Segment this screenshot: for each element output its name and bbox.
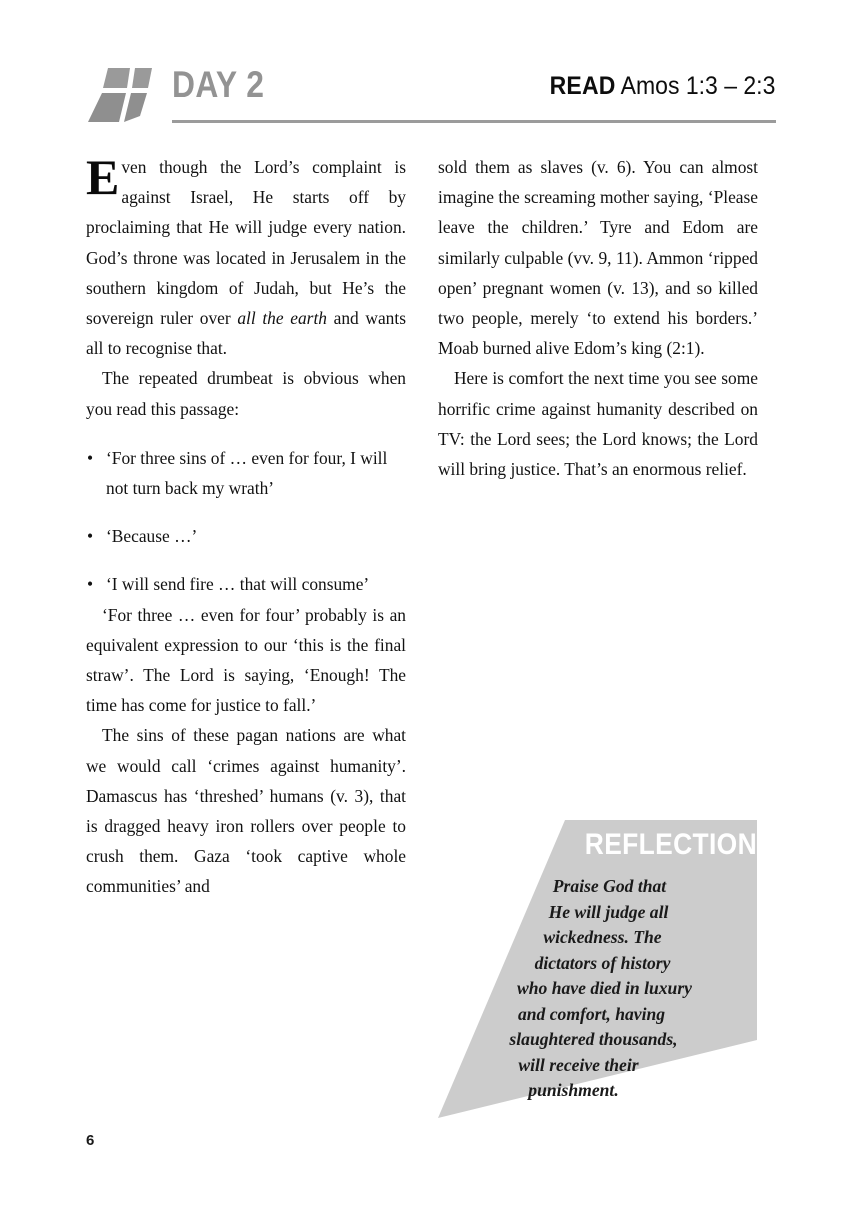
read-reference-block <box>549 66 775 106</box>
slanted-cross-logo-icon <box>86 66 158 124</box>
list-item-text: ‘I will send fire … that will consume’ <box>106 574 370 595</box>
paragraph-final-straw: ‘For three … even for four’ probably is an equivalent expression to our ‘this is the final straw’. The Lord is saying, ‘Enough! The time has come for justice to fall.’ <box>86 604 406 716</box>
reflection-line: punishment. <box>528 1080 619 1100</box>
list-item-text: ‘Because …’ <box>106 526 198 547</box>
paragraph-opening-tail: and wants all to recognise that. <box>86 308 406 359</box>
right-text-column <box>438 152 758 484</box>
reflection-heading: REFLECTION <box>584 828 757 861</box>
read-passage: Amos 1:3 – 2:3 <box>615 72 775 100</box>
day-title: DAY 2 <box>172 64 265 105</box>
list-item-text: ‘For three sins of … even for four, I will not turn back my wrath’ <box>106 447 388 499</box>
reflection-line: and comfort, having <box>517 1003 666 1024</box>
reflection-line: dictators of history <box>534 952 671 973</box>
reflection-line: He will judge all <box>548 901 669 922</box>
drumbeat-bullet-list <box>86 443 406 600</box>
reflection-line: who have died in luxury <box>517 978 692 998</box>
paragraph-opening-italic: all the earth <box>237 308 327 329</box>
paragraph-slaves: sold them as slaves (v. 6). You can almost imagine the screaming mother saying, ‘Please leave the children.’ Tyre and Edom are similarly culpable (vv. 9, 11). Ammon ‘ripped open’ pregnant women (v. 13), and so killed two people, merely ‘to extend his borders.’ Moab burned alive Edom’s king (2:1). <box>438 157 758 359</box>
page-header <box>86 62 776 124</box>
reflection-line: slaughtered thousands, <box>509 1029 678 1049</box>
list-item <box>86 569 406 599</box>
reflection-line: will receive their <box>518 1054 639 1075</box>
drop-cap-letter: E <box>86 149 120 205</box>
header-divider <box>172 120 776 123</box>
list-item <box>86 443 406 503</box>
bullet-icon: • <box>87 447 94 468</box>
paragraph-pagan-sins: The sins of these pagan nations are what we would call ‘crimes against humanity’. Damascus has ‘threshed’ humans (v. 3), that is dragged heavy iron rollers over people to crush them. Gaza ‘took captive whole communities’ and <box>86 725 406 897</box>
reflection-callout <box>430 812 770 1124</box>
bullet-icon: • <box>87 574 94 595</box>
left-text-column <box>86 149 406 902</box>
paragraph-opening <box>86 149 406 363</box>
reflection-text <box>448 874 753 1104</box>
paragraph-comfort: Here is comfort the next time you see some horrific crime against humanity described on TV: the Lord sees; the Lord knows; the Lord will bring justice. That’s an enormous relief. <box>438 368 758 480</box>
read-label: READ <box>549 72 616 100</box>
paragraph-drumbeat: The repeated drumbeat is obvious when you read this passage: <box>86 368 406 419</box>
bullet-icon: • <box>87 526 94 547</box>
page-number: 6 <box>86 1132 95 1149</box>
list-item <box>86 521 406 551</box>
paragraph-opening-text: ven though the Lord’s complaint is against Israel, He starts off by proclaiming that He will judge every nation. God’s throne was located in Jerusalem in the southern kingdom of Judah, but He’s the sovereign ruler over <box>86 157 406 329</box>
reflection-line: wickedness. The <box>543 927 662 947</box>
reflection-line: Praise God that <box>552 876 667 896</box>
